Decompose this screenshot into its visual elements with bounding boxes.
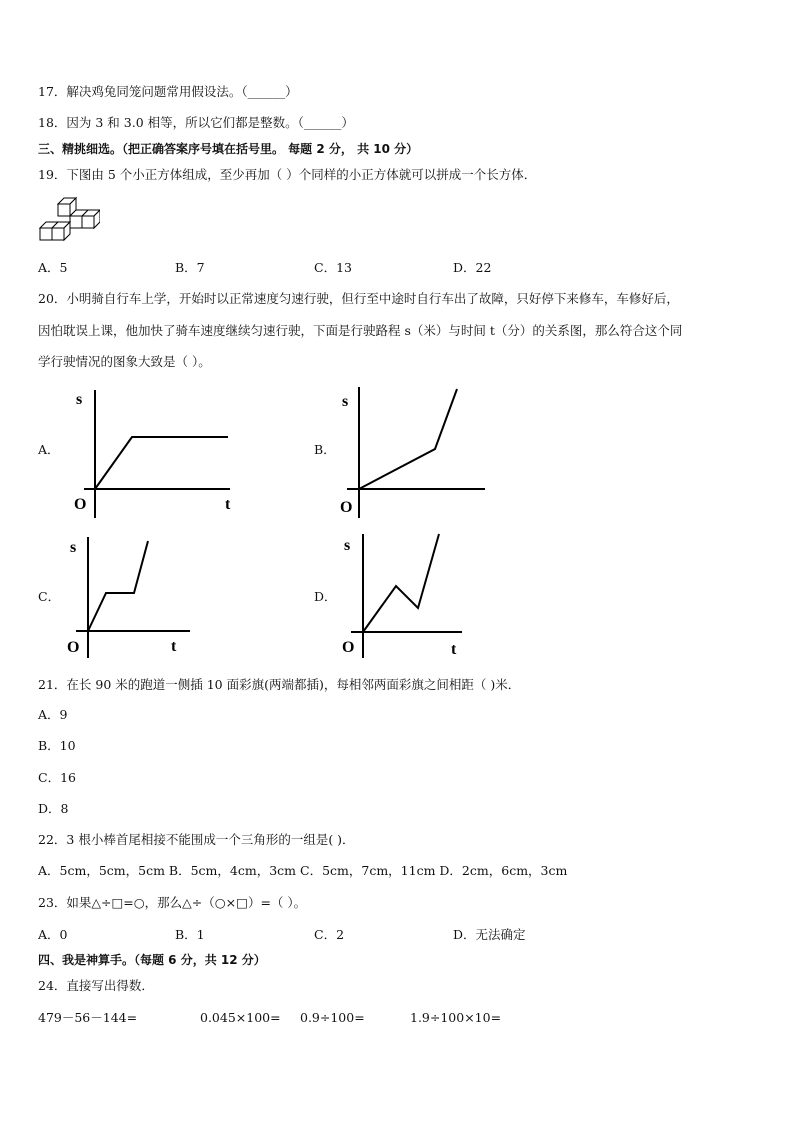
graph-b-label: B．: [314, 442, 336, 457]
q23-option-d: D．无法确定: [453, 927, 526, 942]
question-23-stem: 23．如果△÷□=○，那么△÷（○×□）=（ ）。: [38, 895, 307, 910]
question-24-stem: 24．直接写出得数．: [38, 978, 154, 993]
q21-option-d: D．8: [38, 801, 69, 816]
graph-a: [70, 385, 250, 520]
question-19-stem: 19．下图由 5 个小正方体组成，至少再加（ ）个同样的小正方体就可以拼成一个长方体．: [38, 167, 537, 182]
graph-c-s-label: s: [70, 539, 77, 556]
question-17: 17．解决鸡兔同笼问题常用假设法。（______）: [38, 84, 298, 99]
question-20-line2: 因怕耽误上课，他加快了骑车速度继续匀速行驶，下面是行驶路程 s（米）与时间 t（分）的关系图，那么符合这个同: [38, 323, 683, 338]
question-20-line3: 学行驶情况的图象大致是（ ）。: [38, 354, 211, 369]
graph-a-label: A．: [38, 442, 60, 457]
graph-a-t-label: t: [225, 496, 231, 513]
q19-option-b: B．7: [175, 260, 205, 275]
question-20-line1: 20．小明骑自行车上学，开始时以正常速度匀速行驶，但行至中途时自行车出了故障，只好停下来修车，车修好后，: [38, 291, 679, 306]
graph-c-label: C．: [38, 589, 61, 604]
q24-item-3: 0.9÷100=: [300, 1010, 365, 1025]
graph-d: [338, 532, 468, 660]
q23-option-b: B．1: [175, 927, 205, 942]
graph-d-origin-label: O: [342, 639, 355, 656]
graph-b-s-label: s: [342, 393, 349, 410]
question-21-stem: 21．在长 90 米的跑道一侧插 10 面彩旗(两端都插)，每相邻两面彩旗之间相距（ )米．: [38, 677, 521, 692]
q22-options: A．5cm，5cm，5cm B．5cm，4cm，3cm C．5cm，7cm，11cm D．2cm，6cm，3cm: [38, 863, 568, 878]
question-18: 18．因为 3 和 3.0 相等，所以它们都是整数。（______）: [38, 115, 354, 130]
graph-c-t-label: t: [171, 638, 177, 655]
section-3-heading: 三、精挑细选。（把正确答案序号填在括号里。 每题 2 分， 共 10 分）: [38, 142, 419, 156]
question-22-stem: 22．3 根小棒首尾相接不能围成一个三角形的一组是( )．: [38, 832, 355, 847]
q21-option-b: B．10: [38, 738, 76, 753]
q19-option-d: D．22: [453, 260, 492, 275]
section-4-heading: 四、我是神算手。（每题 6 分，共 12 分）: [38, 953, 266, 967]
q24-item-4: 1.9÷100×10=: [410, 1010, 502, 1025]
graph-d-label: D．: [314, 589, 337, 604]
q24-item-2: 0.045×100=: [200, 1010, 281, 1025]
q21-option-a: A．9: [38, 707, 68, 722]
graph-a-origin-label: O: [74, 496, 87, 513]
graph-c-origin-label: O: [67, 639, 80, 656]
graph-b: [335, 385, 490, 520]
q19-option-a: A．5: [38, 260, 68, 275]
graph-d-s-label: s: [344, 537, 351, 554]
graph-d-t-label: t: [451, 641, 457, 658]
q23-option-a: A．0: [38, 927, 68, 942]
q21-option-c: C．16: [38, 770, 76, 785]
graph-b-origin-label: O: [340, 499, 353, 516]
cubes-figure: [36, 194, 100, 246]
q19-option-c: C．13: [314, 260, 352, 275]
graph-a-s-label: s: [76, 391, 83, 408]
q23-option-c: C．2: [314, 927, 345, 942]
graph-c: [62, 535, 192, 660]
q24-item-1: 479－56－144=: [38, 1010, 138, 1025]
